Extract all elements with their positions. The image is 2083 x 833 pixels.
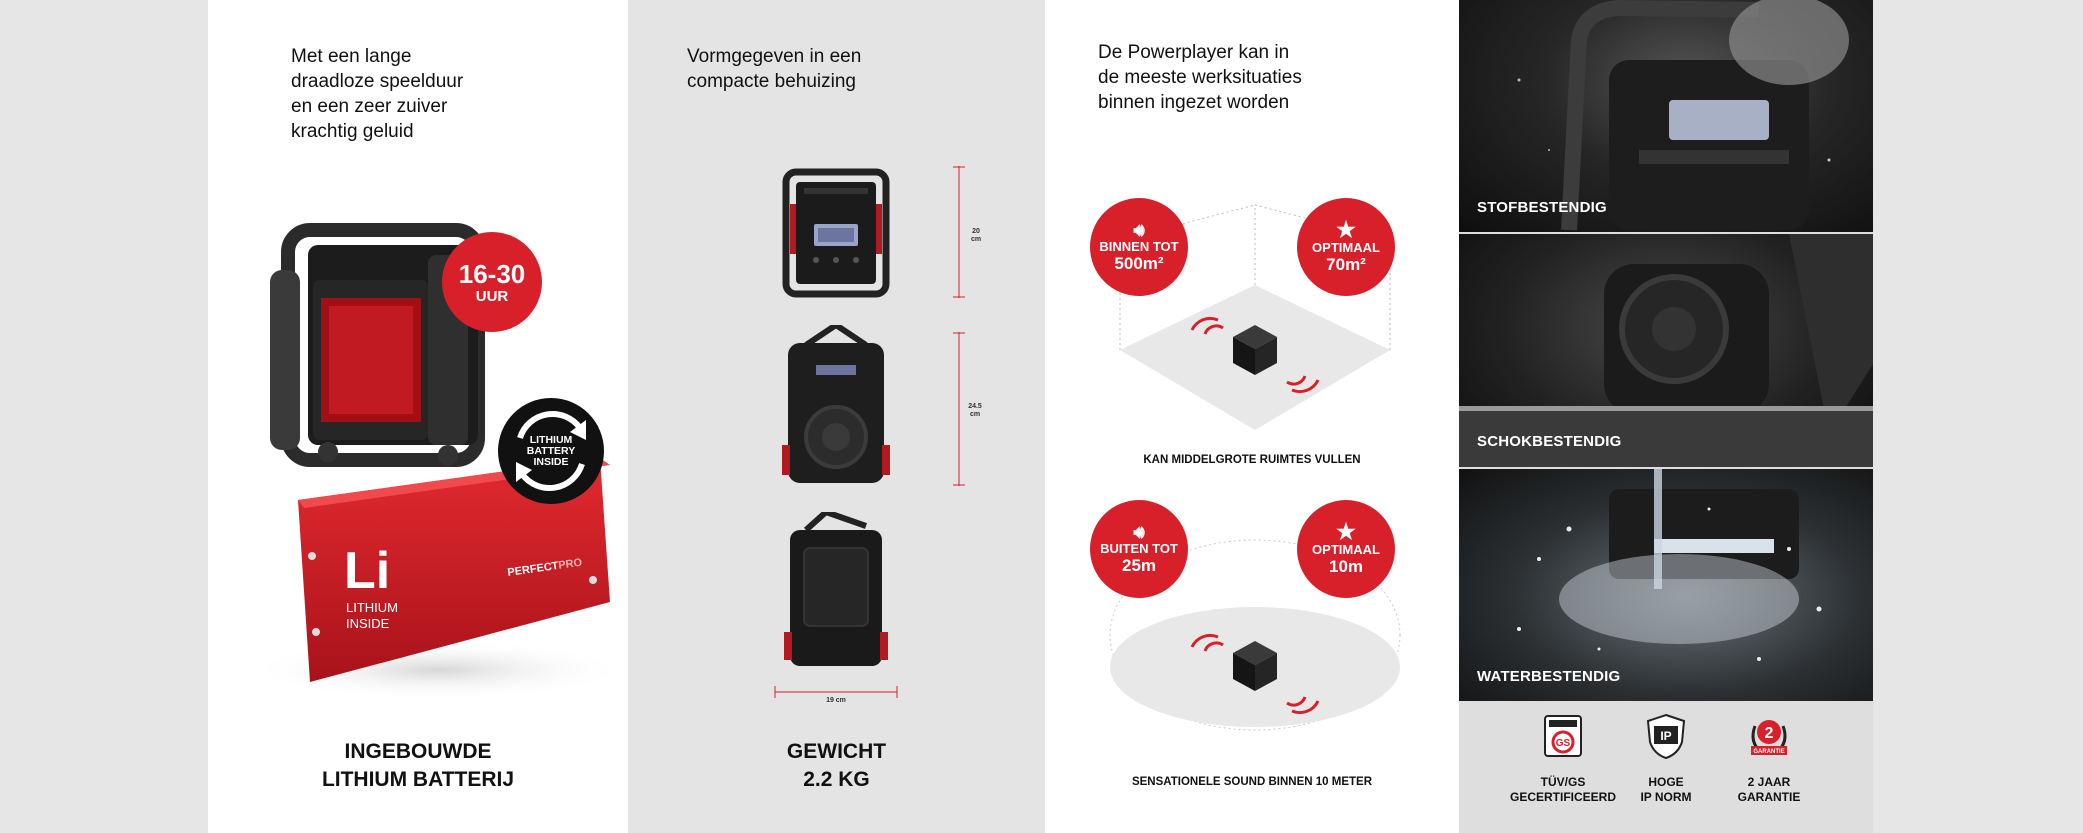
dimensions-column	[628, 0, 1045, 833]
ip-shield-icon	[1642, 712, 1690, 760]
battery-lithium-label: LITHIUM	[346, 600, 398, 615]
shockproof-label: SCHOKBESTENDIG	[1477, 433, 1622, 450]
dustproof-panel	[1459, 0, 1873, 232]
battery-brand-perfect: PERFECT	[506, 559, 560, 579]
side-height-label: 24.5 cm	[968, 403, 982, 418]
tuv-gs-icon	[1539, 712, 1587, 760]
waterproof-panel	[1459, 469, 1873, 701]
playtime-badge	[442, 232, 542, 332]
radio-side-view	[776, 325, 896, 490]
indoor-optimal-value: 70m²	[1326, 254, 1366, 274]
guarantee-cert-text: 2 JAAR GARANTIE	[1737, 775, 1801, 804]
outdoor-range-value: 25m	[1121, 555, 1157, 575]
indoor-caption: KAN MIDDELGROTE RUIMTES VULLEN	[1143, 454, 1361, 466]
indoor-range-badge	[1090, 198, 1188, 296]
battery-brand-pro: PRO	[557, 556, 583, 572]
ip-badge-text: IP	[1660, 729, 1672, 743]
battery-caption: INGEBOUWDE LITHIUM BATTERIJ	[321, 740, 515, 791]
indoor-range-label: BINNEN TOT	[1099, 238, 1179, 254]
outdoor-range-badge	[1090, 500, 1188, 598]
waterproof-label: WATERBESTENDIG	[1477, 668, 1621, 685]
guarantee-laurel-icon	[1745, 712, 1793, 760]
situations-intro-text: De Powerplayer kan in de meeste werksituaties binnen ingezet worden	[1098, 42, 1302, 113]
outdoor-range-label: BUITEN TOT	[1100, 540, 1178, 556]
lithium-battery-seal	[498, 398, 604, 504]
playtime-unit: UUR	[475, 287, 509, 305]
guarantee-number: 2	[1764, 725, 1774, 742]
indoor-optimal-badge	[1297, 198, 1395, 296]
outdoor-optimal-label: OPTIMAAL	[1312, 541, 1380, 557]
width-label: 19 cm	[826, 697, 846, 704]
speaker-icon: 🔊︎	[1133, 219, 1145, 240]
waterproof-photo	[1459, 469, 1873, 701]
guarantee-ribbon-text: GARANTIE	[1753, 749, 1785, 755]
svg-text:GS: GS	[1555, 738, 1571, 749]
battery-inside-label: INSIDE	[346, 616, 390, 631]
radio-back-view	[776, 512, 896, 677]
radio-front-view	[776, 164, 896, 299]
dustproof-photo	[1459, 0, 1873, 232]
outdoor-optimal-badge	[1297, 500, 1395, 598]
tuv-certificate	[1503, 712, 1623, 805]
guarantee-certificate	[1709, 712, 1829, 805]
front-height-label: 20 cm	[970, 228, 982, 243]
shockproof-panel	[1459, 234, 1873, 467]
outdoor-caption: SENSATIONELE SOUND BINNEN 10 METER	[1131, 776, 1373, 788]
playtime-hours: 16-30	[458, 258, 526, 289]
indoor-range-value: 500m²	[1114, 253, 1164, 273]
tuv-cert-text: TÜV/GS GECERTIFICEERD	[1509, 775, 1616, 804]
weight-caption: GEWICHT 2.2 KG	[786, 740, 887, 791]
situations-column	[1045, 0, 1459, 833]
battery-intro-text: Met een lange draadloze speelduur en een zeer zuiver krachtig geluid	[291, 46, 464, 142]
ip-certificate	[1606, 712, 1726, 805]
star-icon: ★	[1336, 518, 1356, 544]
indoor-optimal-label: OPTIMAAL	[1312, 239, 1380, 255]
dimensions-intro-text: Vormgegeven in een compacte behuizing	[687, 46, 862, 92]
battery-column	[208, 0, 628, 833]
lithium-seal-text: LITHIUM BATTERY INSIDE	[526, 433, 576, 468]
star-icon: ★	[1336, 216, 1356, 242]
outdoor-optimal-value: 10m	[1328, 556, 1364, 576]
durability-column	[1459, 0, 1873, 833]
dustproof-label: STOFBESTENDIG	[1477, 199, 1607, 216]
speaker-icon: 🔊︎	[1133, 521, 1145, 542]
battery-li-logo: Li	[344, 542, 391, 600]
ip-cert-text: HOGE IP NORM	[1640, 775, 1692, 804]
